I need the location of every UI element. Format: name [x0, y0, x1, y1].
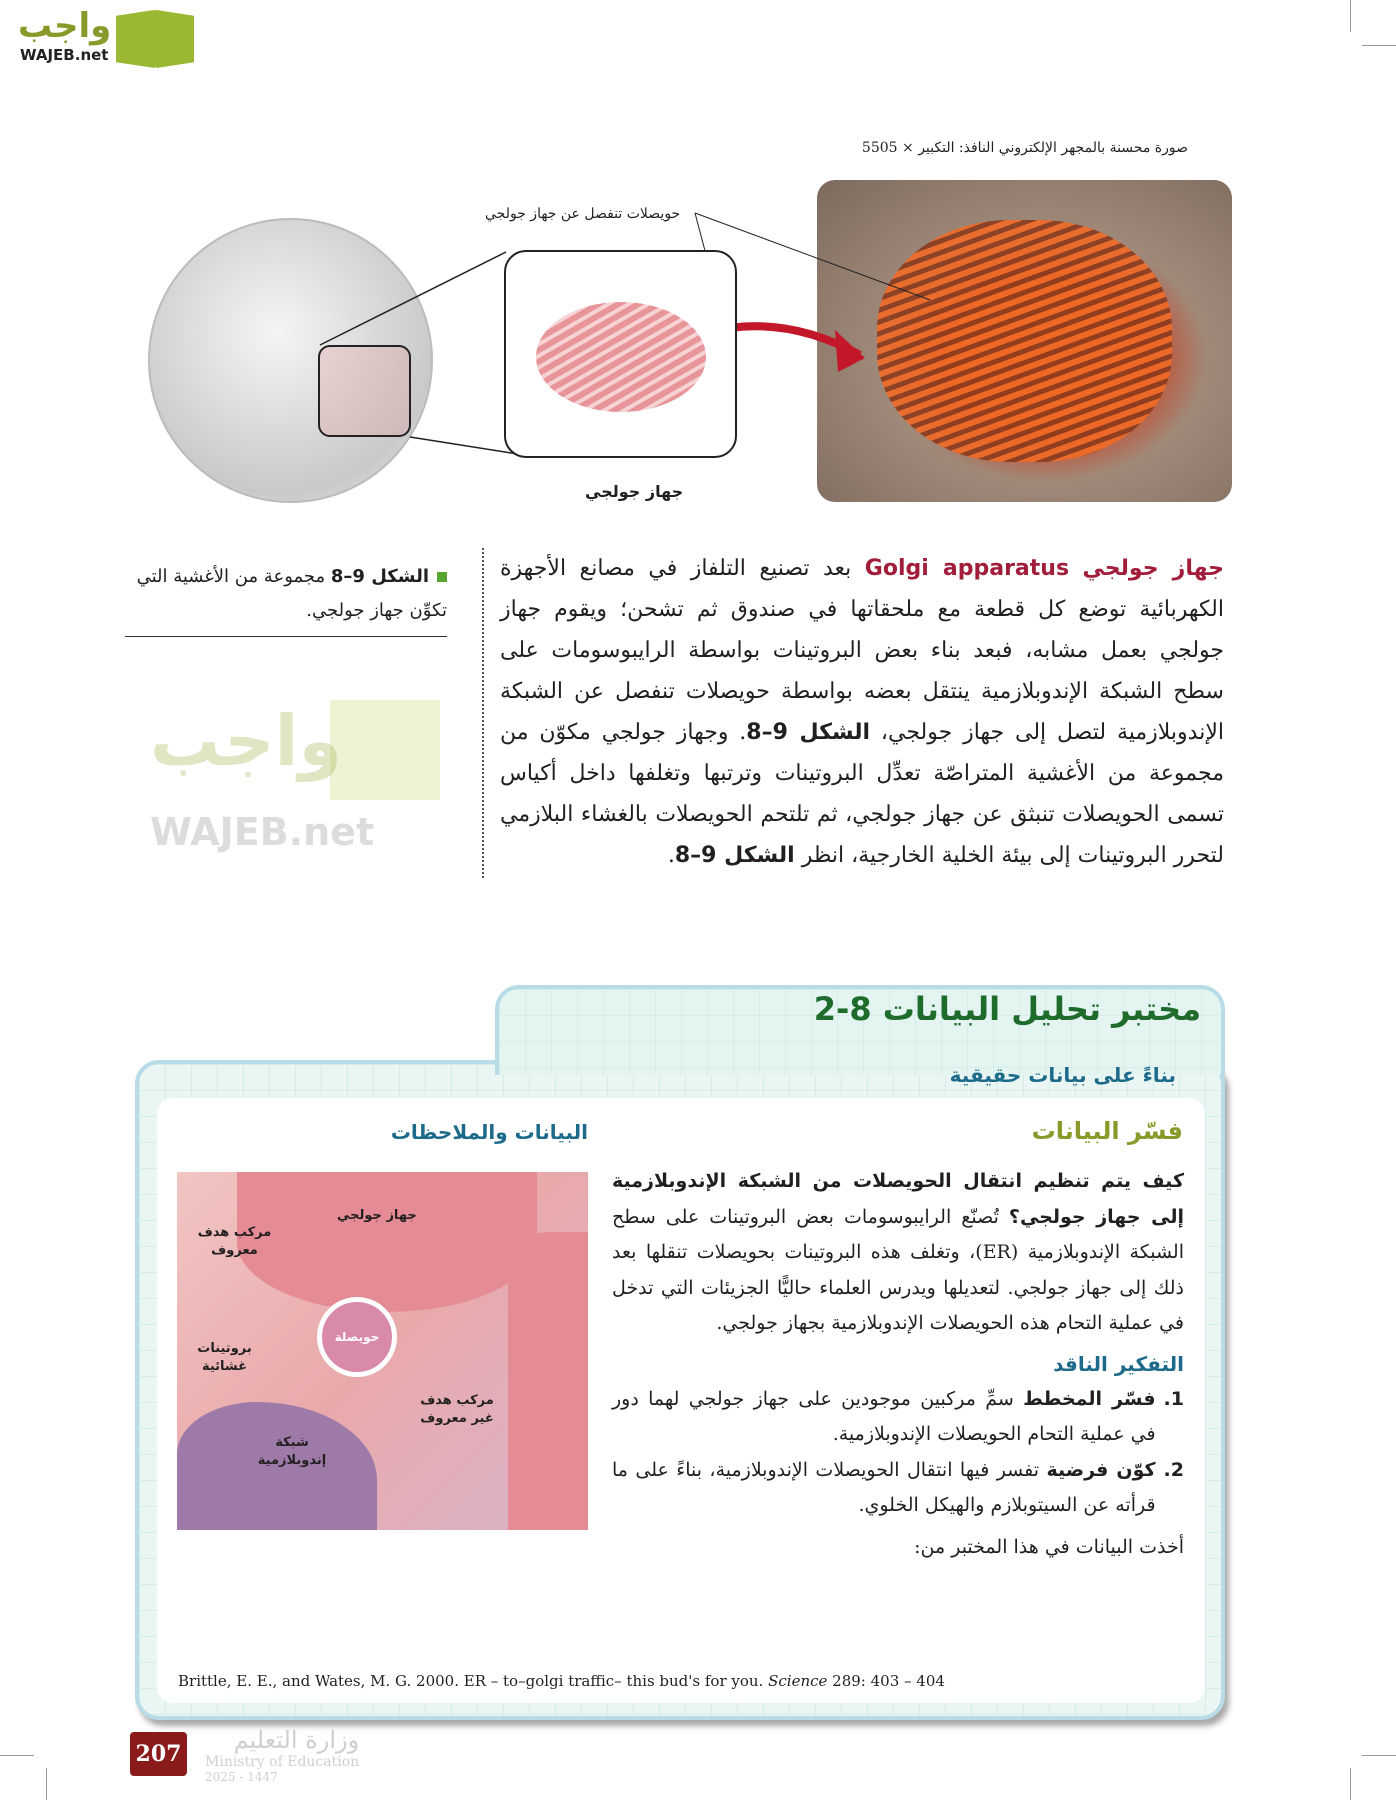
citation-text: Brittle, E. E., and Wates, M. G. 2000. ER – to–golgi traffic– this bud's for you. — [178, 1672, 769, 1690]
question-item — [612, 1382, 1184, 1453]
crop-mark — [0, 1755, 34, 1756]
body-text-2: . وجهاز جولجي مكوّن من مجموعة من الأغشية المتراصّة تعدِّل البروتينات وترتبها وتغلفها داخل أكياس تسمى الحويصلات تنبثق عن جهاز جولجي، ثم تلتحم الحويصلات بالغشاء البلازمي لتحرر البروتينات إلى بيئة الخلية الخارجية، انظر — [500, 720, 1224, 868]
micrograph-caption: صورة محسنة بالمجهر الإلكتروني النافذ: التكبير × 5505 — [861, 140, 1188, 156]
question-number: 2. — [1163, 1458, 1184, 1481]
logo-arabic-text: واجب — [18, 6, 112, 46]
period: . — [667, 843, 675, 868]
figure-ref: الشكل 9–8 — [746, 720, 871, 745]
citation-journal: Science — [768, 1672, 828, 1690]
vesicle-transport-diagram — [177, 1172, 588, 1530]
caption-label: الشكل 9–8 — [330, 566, 429, 587]
question-text: تفسر فيها انتقال الحويصلات الإندوبلازمية، بناءً على ما قرأته عن السيتوبلازم والهيكل الخلوي. — [612, 1458, 1156, 1516]
er-label: شبكة إندوبلازمية — [257, 1435, 327, 1468]
critical-thinking-heading: التفكير الناقد — [1053, 1351, 1184, 1376]
page-number: 207 — [130, 1732, 187, 1776]
unknown-target-label: مركب هدف غير معروف — [420, 1393, 494, 1426]
watermark-book-icon — [330, 700, 440, 800]
ministry-arabic: وزارة التعليم — [233, 1726, 360, 1754]
citation — [178, 1672, 945, 1690]
body-paragraph — [500, 548, 1224, 876]
logo-english-text: WAJEB.net — [20, 46, 109, 64]
question-verb: فسّر المخطط — [1023, 1387, 1156, 1410]
lab-question: كيف يتم تنظيم انتقال الحويصلات من الشبكة الإندوبلازمية إلى جهاز جولجي؟ — [612, 1170, 1184, 1228]
known-target-label: مركب هدف معروف — [197, 1225, 272, 1258]
question-item — [612, 1453, 1184, 1524]
ministry-year: 2025 - 1447 — [205, 1770, 278, 1784]
term-english: Golgi apparatus — [864, 556, 1070, 581]
ministry-watermark — [205, 1726, 359, 1784]
lab-title-text: مختبر تحليل البيانات — [882, 990, 1201, 1028]
interpret-heading: فسّر البيانات — [1031, 1117, 1183, 1145]
bullet-square-icon — [437, 572, 447, 582]
body-text-1: بعد تصنيع التلفاز في مصانع الأجهزة الكهربائية توضع كل قطعة مع ملحقاتها في صندوق ثم تشحن؛ ويقوم جهاز جولجي بعمل مشابه، فبعد بناء بعض البروتينات بواسطة الرايبوسومات على سطح الشبكة الإندوبلازمية ينتقل بعضه بواسطة حويصلات تنفصل عن الشبكة الإندوبلازمية لتصل إلى جهاز جولجي، — [500, 556, 1224, 745]
dotted-divider — [482, 548, 484, 878]
golgi-diagram-label: جهاز جولجي — [337, 1208, 417, 1223]
question-number: 1. — [1163, 1387, 1184, 1410]
question-verb: كوّن فرضية — [1046, 1458, 1156, 1481]
figure-ref: الشكل 9–8 — [674, 843, 795, 868]
lab-number: 8-2 — [813, 990, 872, 1028]
question-text: سمِّ مركبين موجودين على جهاز جولجي لهما دور في عملية التحام الحويصلات الإندوبلازمية. — [612, 1387, 1156, 1445]
term-arabic: جهاز جولجي — [1082, 556, 1224, 581]
crop-mark — [46, 1768, 47, 1800]
source-intro: أخذت البيانات في هذا المختبر من: — [914, 1535, 1184, 1558]
watermark-arabic: واجب — [150, 700, 343, 782]
golgi-label: جهاز جولجي — [585, 482, 684, 501]
crop-mark — [1350, 1768, 1351, 1800]
lab-title — [814, 990, 1201, 1028]
figure-caption — [125, 560, 447, 637]
vesicles-label: حويصلات تنفصل عن جهاز جولجي — [485, 206, 681, 222]
interpret-text — [612, 1164, 1184, 1565]
membrane-proteins-label: بروتينات غشائية — [197, 1341, 252, 1374]
golgi-inset — [504, 250, 737, 458]
caption-text: مجموعة من الأغشية التي تكوِّن جهاز جولجي. — [136, 566, 447, 621]
crop-mark — [1362, 1755, 1396, 1756]
ministry-english: Ministry of Education — [205, 1754, 360, 1770]
watermark-english: WAJEB.net — [150, 810, 375, 854]
observations-heading: البيانات والملاحظات — [390, 1120, 588, 1144]
vesicle-label: حويصلة — [317, 1297, 397, 1377]
citation-pages: 289: 403 – 404 — [827, 1672, 945, 1690]
lab-intro: تُصنّع الرايبوسومات بعض البروتينات على سطح الشبكة الإندوبلازمية (ER)، وتغلف هذه البروتينات بحويصلات تنقلها بعد ذلك إلى جهاز جولجي. لتعديلها ويدرس العلماء حاليًّا الجزيئات التي تدخل في عملية التحام هذه الحويصلات الإندوبلازمية بجهاز جولجي. — [612, 1205, 1184, 1334]
lab-subtitle: بناءً على بيانات حقيقية — [949, 1063, 1176, 1087]
